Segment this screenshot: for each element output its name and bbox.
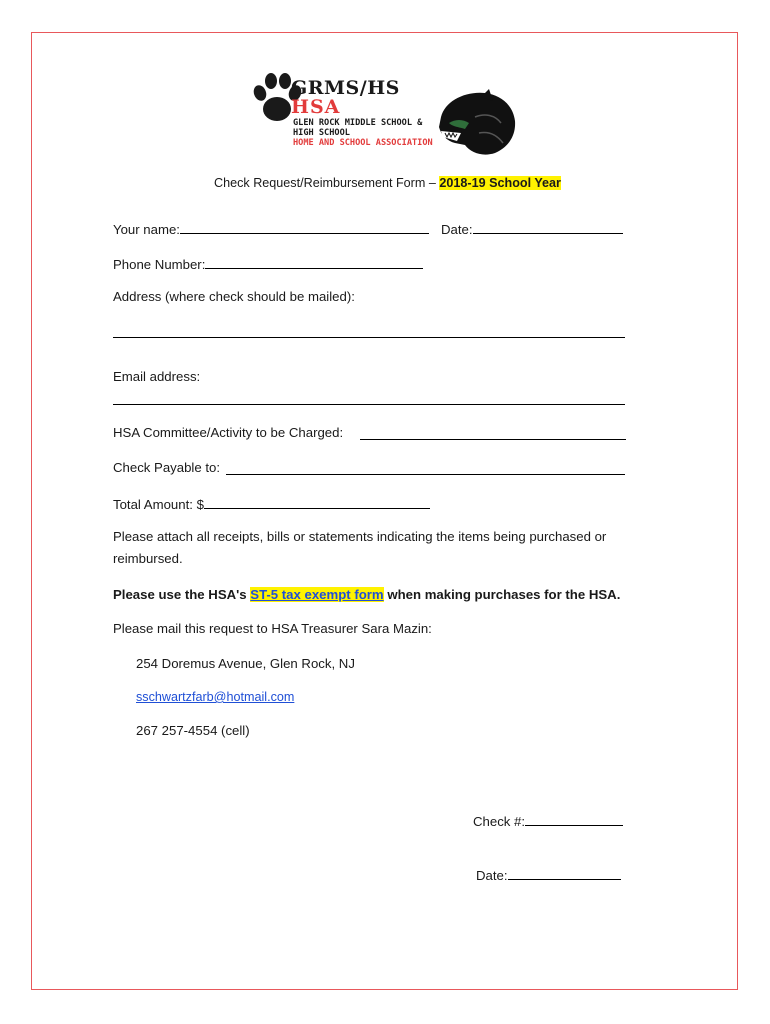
office-date-row <box>476 866 621 883</box>
your-name-field[interactable] <box>180 220 429 234</box>
date-label: Date: <box>441 222 473 237</box>
logo-line-2: HIGH SCHOOL <box>293 128 350 138</box>
date-row <box>441 220 623 237</box>
panther-icon <box>435 87 517 157</box>
hsa-logo <box>247 69 520 158</box>
attach-note-line-2: reimbursed. <box>113 551 183 566</box>
form-title <box>214 176 561 190</box>
tax-exempt-note <box>113 587 620 602</box>
school-year-highlight: 2018-19 School Year <box>439 176 561 190</box>
committee-row <box>113 425 343 440</box>
amount-field[interactable] <box>204 495 430 509</box>
office-date-field[interactable] <box>508 866 621 880</box>
logo-line-1: GLEN ROCK MIDDLE SCHOOL & <box>293 118 423 128</box>
check-number-field[interactable] <box>525 812 623 826</box>
logo-org: HSA <box>291 96 341 118</box>
your-name-label: Your name: <box>113 222 180 237</box>
payable-row <box>113 460 220 475</box>
mail-instruction: Please mail this request to HSA Treasurer Sara Mazin: <box>113 621 432 636</box>
attach-note-line-1: Please attach all receipts, bills or statements indicating the items being purchased or <box>113 529 607 544</box>
treasurer-email-link[interactable]: sschwartzfarb@hotmail.com <box>136 690 295 704</box>
payable-field[interactable] <box>226 474 625 475</box>
phone-row <box>113 255 423 272</box>
email-label: Email address: <box>113 369 201 384</box>
check-number-label: Check #: <box>473 814 526 829</box>
office-date-label: Date: <box>476 868 508 883</box>
your-name-row <box>113 220 429 237</box>
tax-note-prefix: Please use the HSA's <box>113 587 251 602</box>
form-title-prefix: Check Request/Reimbursement Form – <box>214 176 440 190</box>
treasurer-phone: 267 257-4554 (cell) <box>136 723 250 738</box>
phone-field[interactable] <box>205 255 423 269</box>
tax-note-suffix: when making purchases for the HSA. <box>383 587 621 602</box>
date-field[interactable] <box>473 220 623 234</box>
logo-title: GRMS/HS <box>291 77 400 99</box>
address-label: Address (where check should be mailed): <box>113 289 355 304</box>
address-field[interactable] <box>113 337 625 338</box>
email-field[interactable] <box>113 404 625 405</box>
st5-form-link[interactable]: ST-5 tax exempt form <box>250 587 384 602</box>
phone-label: Phone Number: <box>113 257 206 272</box>
committee-label: HSA Committee/Activity to be Charged: <box>113 425 344 440</box>
treasurer-address: 254 Doremus Avenue, Glen Rock, NJ <box>136 656 355 671</box>
amount-label: Total Amount: $ <box>113 497 204 512</box>
payable-label: Check Payable to: <box>113 460 221 475</box>
check-number-row <box>473 812 623 829</box>
committee-field[interactable] <box>360 439 626 440</box>
amount-row <box>113 495 430 512</box>
logo-line-3: HOME AND SCHOOL ASSOCIATION <box>293 138 433 148</box>
